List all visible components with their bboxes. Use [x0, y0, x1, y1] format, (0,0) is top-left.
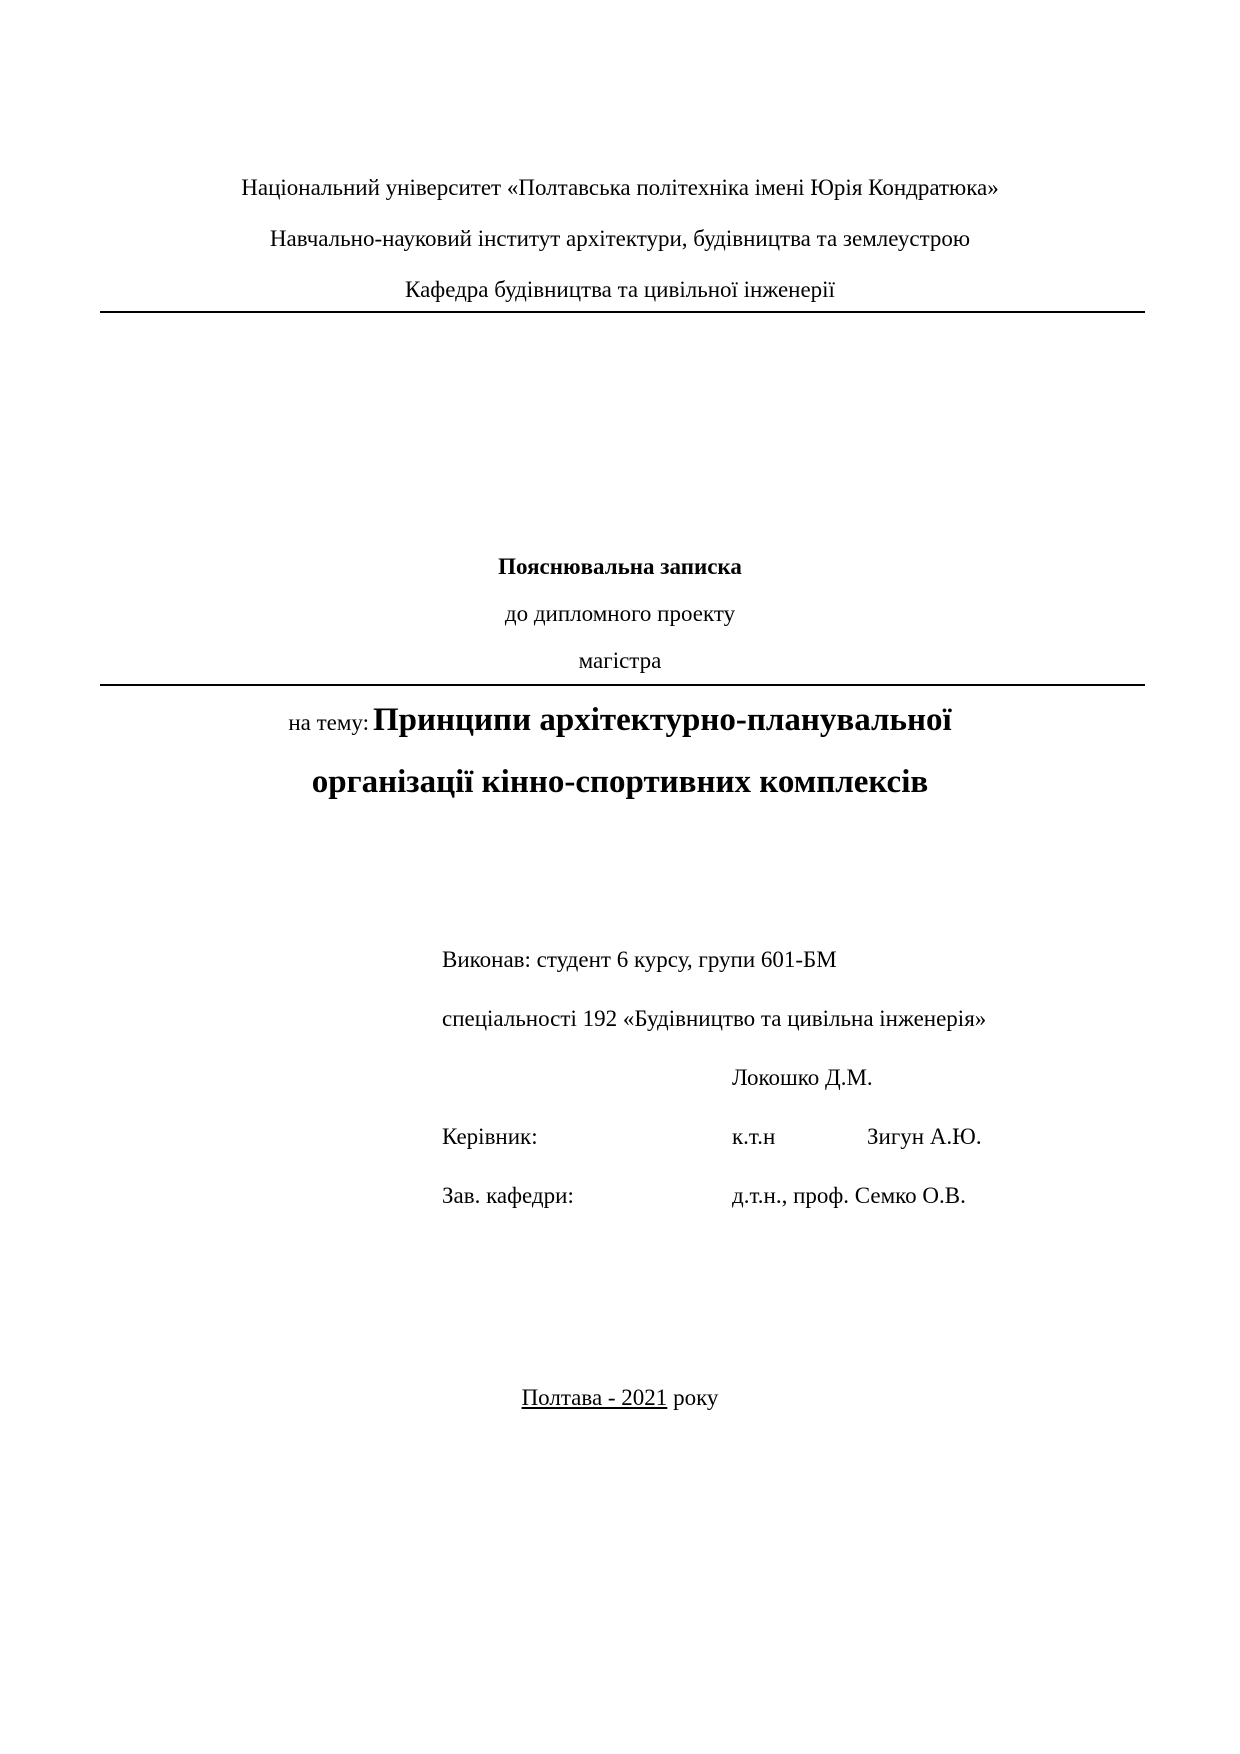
- supervisor-name: Зигун А.Ю.: [867, 1124, 982, 1149]
- institute-name: Навчально-науковий інститут архітектури, будівництва та землеустрою: [269, 226, 971, 251]
- topic-title-part2: організації кінно-спортивних комплексів: [311, 764, 929, 800]
- topic-label: на тему:: [288, 710, 369, 735]
- head-of-department-row: [442, 1184, 1180, 1207]
- header-block: [90, 162, 1150, 315]
- topic-title-part1: Принципи архітектурно-планувальної: [372, 702, 952, 738]
- supervisor-label: Керівник:: [442, 1124, 538, 1149]
- topic-divider: [100, 684, 1145, 686]
- footer-suffix: року: [667, 1385, 719, 1410]
- topic-line-1: [60, 692, 1180, 754]
- supervisor-degree: к.т.н: [732, 1124, 776, 1149]
- author-line: Виконав: студент 6 курсу, групи 601-БМ: [442, 947, 837, 972]
- topic-block: [60, 692, 1180, 810]
- footer-block: [0, 1385, 1240, 1411]
- head-label: Зав. кафедри:: [442, 1183, 574, 1208]
- footer-city-year: Полтава - 2021: [521, 1385, 668, 1410]
- header-divider: [100, 311, 1145, 313]
- document-subtype: до дипломного проекту: [504, 601, 736, 626]
- specialty-line: спеціальності 192 «Будівництво та цивільна інженерія»: [442, 1006, 987, 1031]
- supervisor-row: [442, 1125, 1180, 1148]
- university-name: Національний університет «Полтавська політехніка імені Юрія Кондратюка»: [241, 175, 999, 200]
- head-name: д.т.н., проф. Семко О.В.: [732, 1183, 966, 1208]
- department-name: Кафедра будівництва та цивільної інженерії: [405, 277, 835, 302]
- document-type-block: [0, 543, 1240, 684]
- author-name: Локошко Д.М.: [732, 1065, 873, 1090]
- document-type: Пояснювальна записка: [498, 554, 742, 579]
- signature-block: [442, 948, 1180, 1243]
- degree-level: магістра: [578, 648, 662, 673]
